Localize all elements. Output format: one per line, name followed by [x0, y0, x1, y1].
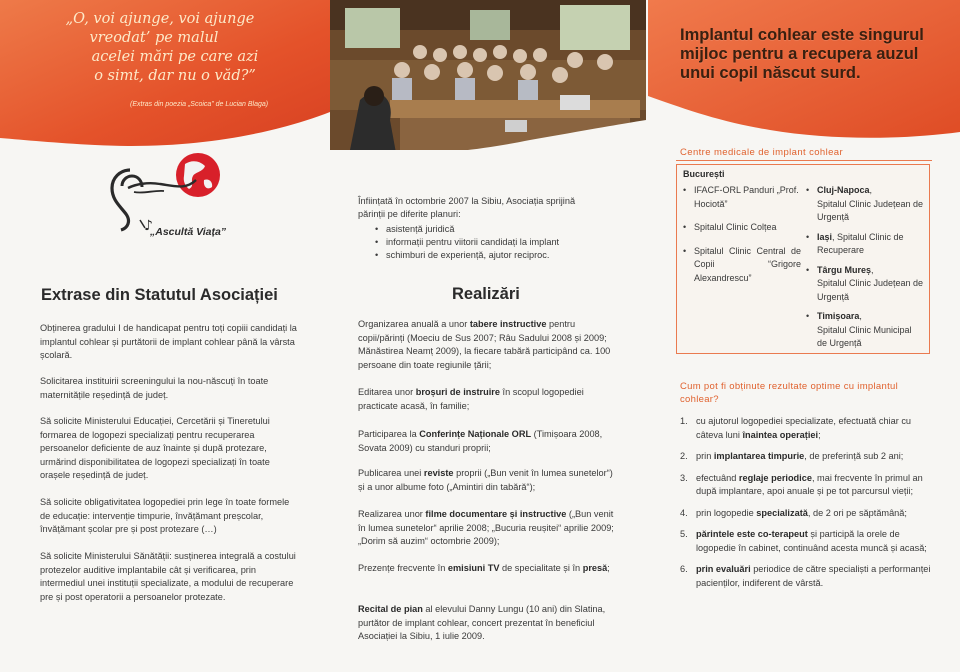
intro-bullet: • schimburi de experiență, ajutor reciproc.	[386, 249, 603, 262]
realizari-item-text: proprii („Bun venit în lumea sunetelor“) și a unor albume foto („Amintiri din tabără“);	[358, 468, 613, 492]
realizari-item-text: de specialitate și în	[499, 563, 583, 573]
howto-step	[680, 472, 932, 499]
realizari-item	[358, 318, 618, 372]
realizari-item-text: Organizarea anuală a unor	[358, 319, 470, 329]
realizari-item-highlight: reviste	[423, 468, 454, 478]
step-number: 5.	[680, 529, 688, 539]
svg-text:♪: ♪	[144, 218, 153, 234]
intro-list	[358, 223, 603, 262]
howto-title: Cum pot fi obținute rezultate optime cu implantul cohlear?	[680, 381, 898, 405]
realizari-item-highlight: presă	[582, 563, 608, 573]
realizari-item-text: în scopul logopediei practicate acasă, în familie;	[358, 387, 584, 411]
centre-city: Târgu Mureș	[817, 264, 872, 275]
intro-bullet: • informații pentru viitorii candidați la implant	[386, 236, 603, 249]
statut-paragraph: Să solicite Ministerului Sănătății: susținerea integrală a costului protezelor auditive implantabile cât și verificarea, prin intermediul unei instituții specializate, a modului de recuperare pre și post operatorii a persoanelor protezate.	[40, 551, 296, 602]
centre-item: • IFACF-ORL Panduri „Prof. Hociotă”	[683, 184, 801, 211]
realizari-item	[358, 386, 618, 413]
step-text: și participă la orele de logopedie în cabinet, continuând acesta muncă și acasă;	[696, 529, 927, 553]
centres-left-list	[683, 184, 801, 295]
centre-city: Timișoara	[817, 311, 860, 321]
poem-credit: (Extras din poezia „Scoica” de Lucian Blaga)	[130, 101, 269, 108]
howto-list	[680, 415, 932, 598]
centre-item: • Târgu Mureș, Spitalul Clinic Județean de Urgență	[806, 264, 924, 305]
realizari-item-text: Editarea unor	[358, 387, 416, 397]
poem-line: o simt, dar nu o văd?”	[94, 68, 256, 84]
realizari-item-highlight: Recital de pian	[358, 604, 423, 614]
step-highlight: înaintea operației	[742, 429, 819, 440]
realizari-item-highlight: filme documentare și instructive	[425, 509, 567, 519]
realizari-item-text: Participarea la	[358, 429, 420, 439]
realizari-item-text: Realizarea unor	[358, 509, 426, 519]
step-number: 3.	[680, 472, 688, 483]
headline: Implantul cohlear este singurul mijloc pentru a recupera auzul unui copil născut surd.	[680, 26, 924, 82]
centres-right-list	[806, 184, 924, 361]
centre-item: • Timișoara, Spitalul Clinic Municipal de Urgență	[806, 310, 924, 351]
step-highlight: părintele este co-terapeut	[696, 529, 808, 539]
step-highlight: implantarea timpurie	[713, 451, 805, 461]
centre-hospital: Spitalul Clinic Județean de Urgență	[817, 198, 924, 222]
centre-city: Cluj-Napoca	[817, 185, 870, 195]
realizari-item	[358, 428, 618, 455]
step-number: 6.	[680, 564, 688, 574]
centres-city-bucuresti: București	[683, 169, 725, 179]
centre-item: • Cluj-Napoca, Spitalul Clinic Județean de Urgență	[806, 184, 924, 225]
realizari-item-text: („Bun venit în lumea sunetelor“ aprilie 2008; „Bucuria reușitei“ aprilie 2009; „Dorim să auzim“ octombrie 2009);	[358, 509, 614, 546]
statut-paragraph: Obținerea gradului I de handicapat pentru toți copiii candidați la implantul cohlear și purtătorii de implant cohlear până la vârsta școlară.	[40, 323, 297, 360]
centre-item: • Iași, Spitalul Clinic de Recuperare	[806, 231, 924, 258]
group-photo	[330, 0, 646, 175]
howto-step	[680, 415, 932, 442]
step-text: prin logopedie	[696, 507, 757, 518]
realizari-item-text: ;	[607, 563, 610, 573]
howto-step	[680, 528, 932, 555]
statut-title: Extrase din Statutul Asociației	[41, 286, 278, 304]
step-text: , de 2 ori pe săptămână;	[807, 507, 907, 518]
realizari-item-text: pentru copii/părinți (Moeciu de Sus 2007; Râu Sadului 2008 și 2009; Mănăstirea Neamț 2009), la fiecare tabără participând ca. 100 persoane din toate regiunile țării;	[358, 319, 611, 370]
howto-step	[680, 563, 932, 590]
centre-hospital: Spitalul Clinic Municipal de Urgență	[817, 324, 912, 348]
step-text: , mai frecvente în primul an după implantare, apoi anuale și pe tot parcursul vieții;	[696, 472, 923, 496]
step-highlight: specializată	[756, 507, 808, 518]
step-highlight: reglaje periodice	[738, 472, 812, 483]
poem-line: acelei mări pe care azi	[91, 49, 259, 65]
intro-paragraph: Înființată în octombrie 2007 la Sibiu, Asociația sprijină părinții pe diferite planuri:	[358, 196, 576, 219]
howto-step	[680, 507, 932, 521]
realizari-item	[358, 508, 618, 549]
step-text: cu ajutorul logopediei specializate, efectuată chiar cu câteva luni	[696, 416, 912, 440]
step-number: 1.	[680, 416, 688, 426]
centres-title: Centre medicale de implant cohlear	[680, 147, 844, 158]
centre-city: Iași	[817, 231, 833, 242]
step-number: 2.	[680, 451, 688, 461]
realizari-item-text: Publicarea unei	[358, 468, 424, 478]
step-text: efectuând	[696, 472, 739, 483]
logo-label: „Ascultă Viața”	[150, 226, 227, 238]
intro-bullet: • asistență juridică	[386, 223, 603, 236]
step-text: ;	[818, 429, 821, 440]
realizari-item	[358, 603, 618, 644]
realizari-item-text: Prezențe frecvente în	[358, 563, 448, 573]
statut-paragraph: Solicitarea instituirii screeningului la nou-născuți în toate maternitățile reședință de județ.	[40, 376, 269, 400]
centre-hospital: Spitalul Clinic Județean de Urgență	[817, 278, 924, 302]
intro-text	[358, 195, 603, 262]
statut-paragraph: Să solicite Ministerului Educației, Cercetării și Tineretului formarea de logopezi specializați pentru recuperarea persoanelor deficiente de auz înainte și după protezare, urmărind disponibilitatea de logopezi specializați în toate orașele reședință de județ.	[40, 416, 270, 480]
realizari-item-text: al elevului Danny Lungu (10 ani) din Slatina, purtător de implant cohlear, concert prezentat în beneficiul Asociației la Sibiu, 1 iulie 2009.	[358, 604, 606, 641]
howto-step	[680, 450, 932, 464]
centre-item: • Spitalul Clinic Colțea	[683, 221, 801, 235]
step-text: periodice de către specialiști a performanței pacienților, indiferent de vârstă.	[696, 564, 931, 588]
group-photo-image	[330, 0, 646, 175]
step-text: , de preferință sub 2 ani;	[804, 451, 904, 461]
step-highlight: prin evaluări	[696, 564, 751, 574]
realizari-item	[358, 467, 618, 494]
poem-line: „O, voi ajunge, voi ajunge	[65, 11, 255, 27]
realizari-item-highlight: emisiuni TV	[447, 563, 500, 573]
realizari-item-highlight: broșuri de instruire	[415, 387, 500, 397]
realizari-item	[358, 562, 618, 576]
realizari-item-highlight: tabere instructive	[469, 319, 547, 329]
poem-line: vreodat’ pe malul	[89, 30, 219, 46]
realizari-item-text: (Timișoara 2008, Sovata 2009) cu standuri proprii;	[358, 429, 603, 453]
step-text: prin	[696, 451, 714, 461]
centres-divider	[676, 160, 932, 161]
statut-paragraph: Să solicite obligativitatea logopediei prin lege în toate formele de educație: intervenție timpurie, învățămant preșcolar, învățămant școlar pre și post protezare (…)	[40, 497, 290, 534]
centre-hospital: Spitalul Clinic de Recuperare	[817, 231, 904, 255]
realizari-title: Realizări	[452, 285, 520, 303]
step-number: 4.	[680, 507, 688, 518]
centre-item: • Spitalul Clinic Central de Copii “Grigore Alexandrescu”	[683, 245, 801, 286]
realizari-item-highlight: Conferințe Naționale ORL	[419, 429, 532, 439]
poem-quote	[10, 10, 310, 86]
